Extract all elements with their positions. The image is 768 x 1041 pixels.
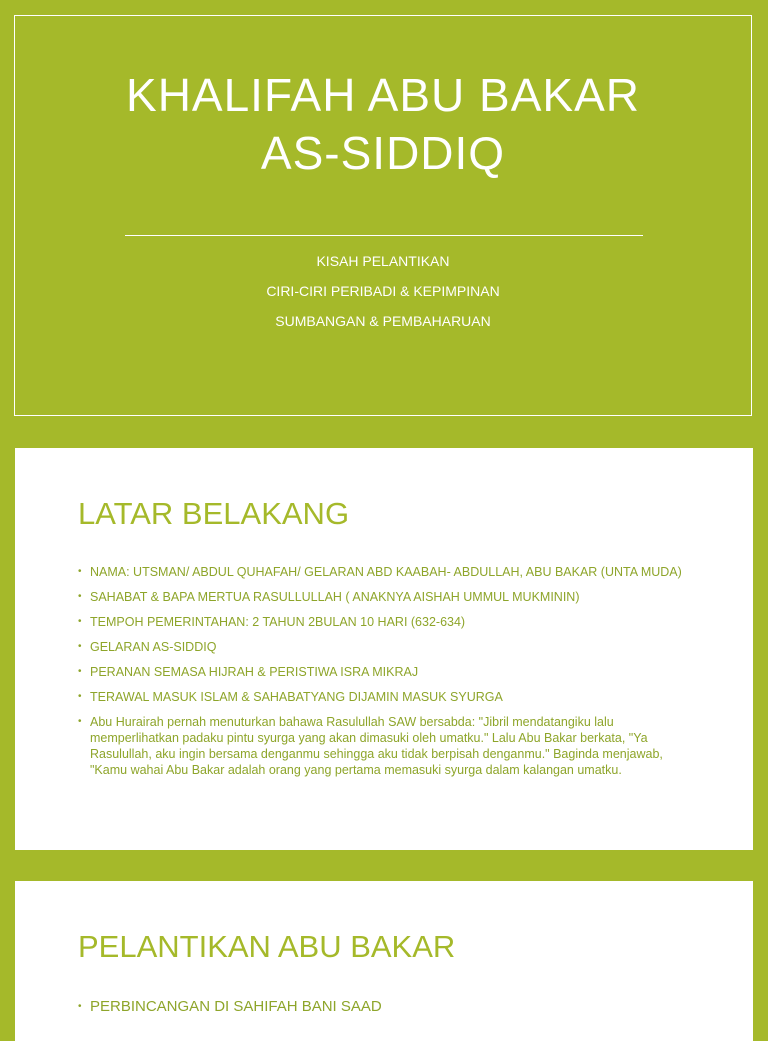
bullet-text: TEMPOH PEMERINTAHAN: 2 TAHUN 2BULAN 10 HARI (632-634) xyxy=(90,615,466,629)
list-item xyxy=(78,664,698,680)
bullet-list xyxy=(78,564,698,778)
bullet-text: GELARAN AS-SIDDIQ xyxy=(90,640,217,654)
list-item xyxy=(78,998,698,1016)
subtitle-list xyxy=(15,246,751,336)
list-item xyxy=(78,639,698,655)
subtitle-1: KISAH PELANTIKAN xyxy=(316,253,450,269)
bullet-icon: • xyxy=(78,666,82,677)
slide-pelantikan xyxy=(15,881,753,1041)
bullet-text: Abu Hurairah pernah menuturkan bahawa Rasulullah SAW bersabda: "Jibril mendatangiku lalu memperlihatkan padaku pintu syurga yang akan dimasuki oleh umatku." Lalu Abu Bakar berkata, "Ya Rasulullah, aku ingin bersama denganmu sehingga aku tidak berpisah denganmu." Baginda menjawab, "Kamu wahai Abu Bakar adalah orang yang pertama memasuki syurga dalam kalangan umatku. xyxy=(90,715,663,777)
slide-latar-belakang xyxy=(15,448,753,850)
list-item xyxy=(78,689,698,705)
slide-heading: LATAR BELAKANG xyxy=(78,496,350,531)
title-line-2: AS-SIDDIQ xyxy=(260,127,506,179)
bullet-text: TERAWAL MASUK ISLAM & SAHABATYANG DIJAMIN MASUK SYURGA xyxy=(90,690,503,704)
bullet-text: NAMA: UTSMAN/ ABDUL QUHAFAH/ GELARAN ABD KAABAH- ABDULLAH, ABU BAKAR (UNTA MUDA) xyxy=(90,565,682,579)
bullet-text: PERBINCANGAN DI SAHIFAH BANI SAAD xyxy=(90,998,382,1015)
bullet-list xyxy=(78,998,698,1025)
list-item xyxy=(78,589,698,605)
bullet-icon: • xyxy=(78,1001,82,1012)
bullet-icon: • xyxy=(78,591,82,602)
subtitle-3: SUMBANGAN & PEMBAHARUAN xyxy=(275,313,491,329)
title-slide xyxy=(14,15,752,416)
list-item xyxy=(78,564,698,580)
list-item xyxy=(78,714,698,778)
bullet-text: PERANAN SEMASA HIJRAH & PERISTIWA ISRA MIKRAJ xyxy=(90,665,419,679)
list-item xyxy=(78,614,698,630)
subtitle-2: CIRI-CIRI PERIBADI & KEPIMPINAN xyxy=(266,283,500,299)
title-line-1: KHALIFAH ABU BAKAR xyxy=(126,69,640,121)
bullet-text: SAHABAT & BAPA MERTUA RASULLULLAH ( ANAKNYA AISHAH UMMUL MUKMININ) xyxy=(90,590,580,604)
slide-heading: PELANTIKAN ABU BAKAR xyxy=(78,929,456,964)
bullet-icon: • xyxy=(78,616,82,627)
title-divider xyxy=(125,235,643,236)
bullet-icon: • xyxy=(78,716,82,727)
bullet-icon: • xyxy=(78,691,82,702)
bullet-icon: • xyxy=(78,566,82,577)
bullet-icon: • xyxy=(78,641,82,652)
main-title xyxy=(15,66,751,182)
